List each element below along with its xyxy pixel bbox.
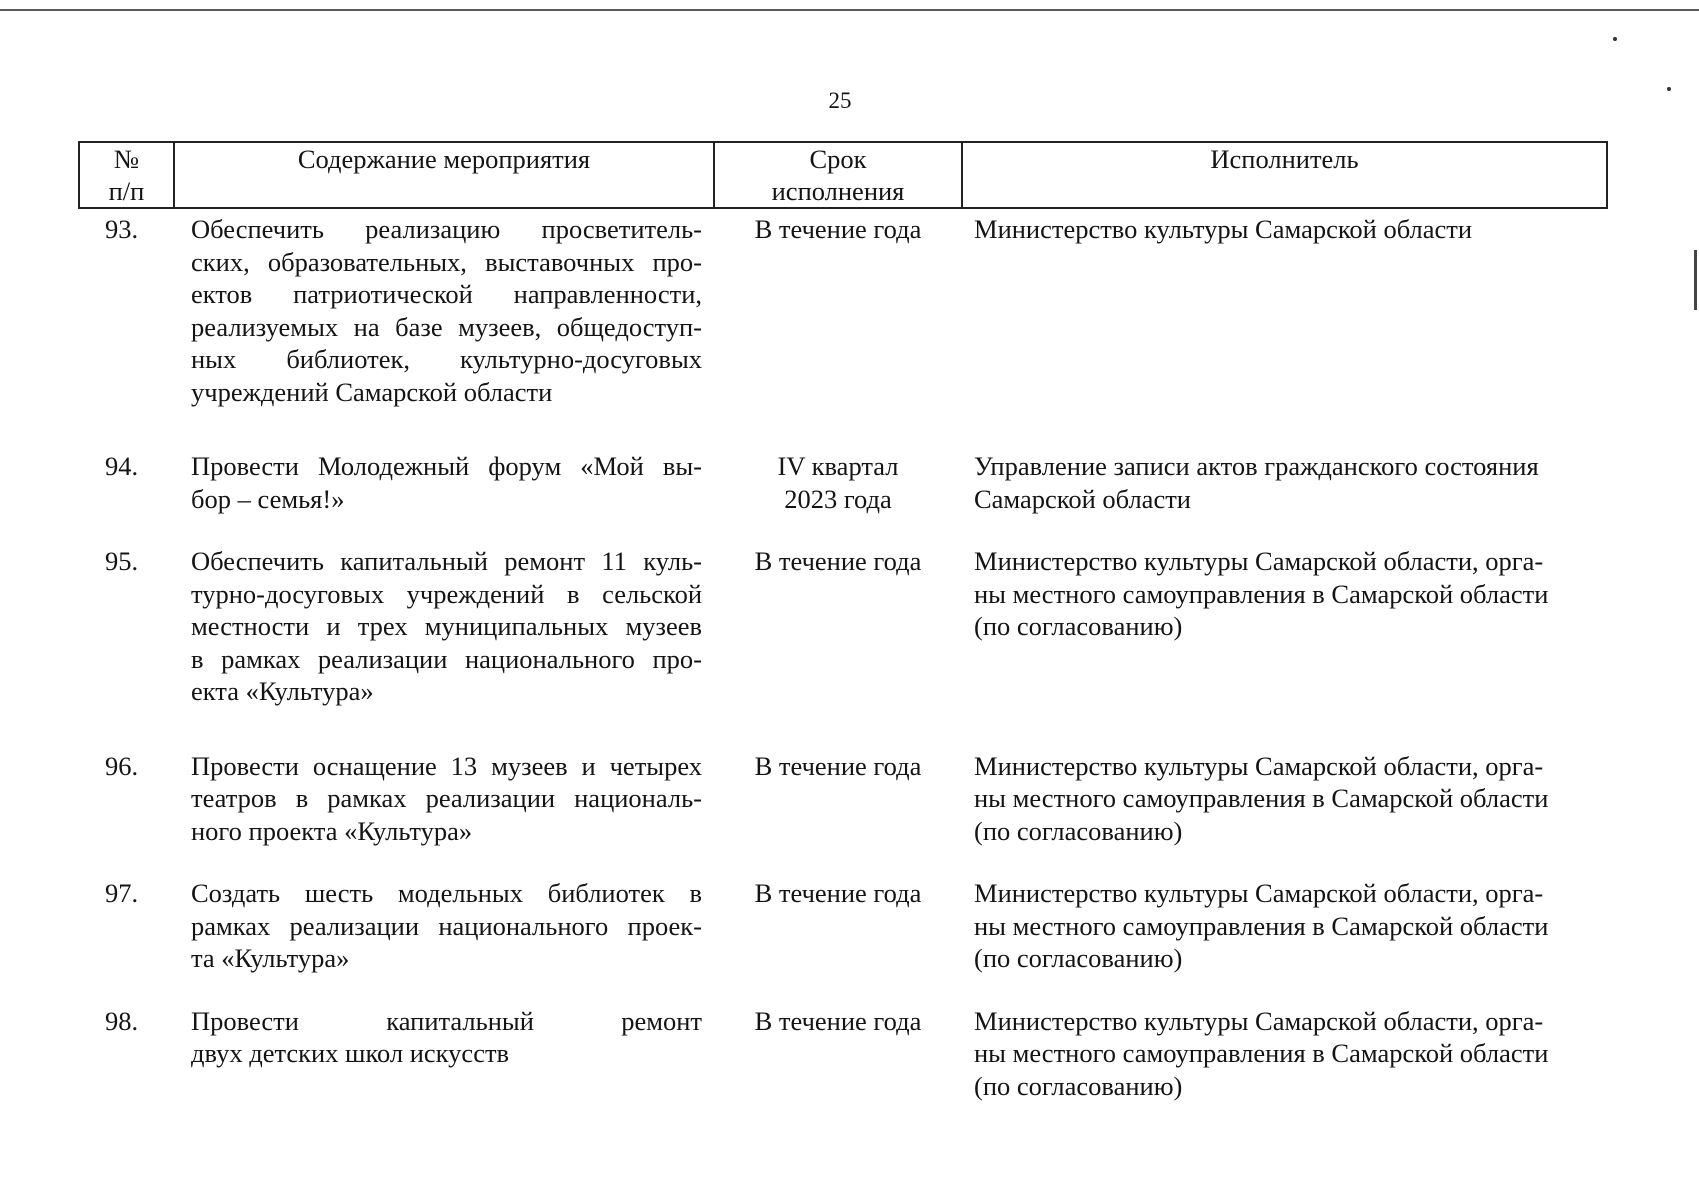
scan-edge-line	[0, 9, 1699, 11]
row-executor-line: ны местного самоуправления в Самарской области	[974, 578, 1549, 609]
row-number: 95.	[105, 546, 139, 576]
row-executor-line: Министерство культуры Самарской области, орга-	[974, 878, 1544, 908]
row-executor-line: (по согласованию)	[974, 611, 1183, 641]
row-term-line: В течение года	[754, 750, 922, 781]
table-row	[79, 450, 1607, 545]
table-row	[79, 208, 1607, 450]
row-executor-line: (по согласованию)	[974, 1070, 1183, 1101]
row-content	[174, 208, 714, 450]
row-number: 94.	[105, 451, 139, 481]
header-num-line: п/п	[108, 176, 145, 206]
row-content-line: турно-досуговых учреждений в сельской	[191, 578, 702, 609]
row-term-line: В течение года	[754, 546, 922, 576]
row-content	[174, 1005, 714, 1123]
row-content	[174, 877, 714, 1005]
row-executor-line: Самарской области	[974, 483, 1191, 514]
table-body	[79, 208, 1607, 1122]
row-number: 97.	[105, 878, 139, 908]
header-term-line: Срок	[809, 144, 867, 174]
row-term	[714, 450, 962, 545]
row-content-line: реализуемых на базе музеев, общедоступ-	[191, 311, 702, 342]
row-executor-line: ны местного самоуправления в Самарской области	[974, 910, 1549, 941]
row-content-line: ских, образовательных, выставочных про-	[191, 246, 702, 277]
row-content-line: в рамках реализации национального про-	[191, 643, 702, 674]
row-executor-line: Министерство культуры Самарской области, орга-	[974, 750, 1544, 781]
header-term	[714, 142, 962, 208]
row-content-line: бор – семья!»	[191, 483, 345, 514]
row-executor	[962, 208, 1607, 450]
row-content-line: Провести капитальный ремонт	[191, 1005, 702, 1036]
row-term-line: В течение года	[754, 878, 922, 908]
row-content	[174, 450, 714, 545]
row-content-line: Создать шесть модельных библиотек в	[191, 878, 702, 908]
scan-edge-mark	[1694, 250, 1697, 310]
row-executor	[962, 750, 1607, 878]
row-content-line: учреждений Самарской области	[191, 376, 553, 407]
row-executor-line: Министерство культуры Самарской области, орга-	[974, 546, 1544, 576]
row-content-line: театров в рамках реализации националь-	[191, 783, 702, 813]
row-content-line: та «Культура»	[191, 943, 350, 973]
scan-speck	[1613, 37, 1617, 41]
row-executor	[962, 1005, 1607, 1123]
row-number: 96.	[105, 750, 139, 781]
row-content-line: рамках реализации национального проек-	[191, 910, 702, 941]
row-content	[174, 750, 714, 878]
header-num	[79, 142, 174, 208]
row-content-line: Провести Молодежный форум «Мой вы-	[191, 451, 702, 481]
row-term	[714, 1005, 962, 1123]
table-row	[79, 877, 1607, 1005]
page-number: 25	[828, 88, 852, 113]
row-executor-line: Управление записи актов гражданского состояния	[974, 451, 1539, 481]
row-executor-line: ны местного самоуправления в Самарской области	[974, 1038, 1549, 1068]
header-content: Содержание мероприятия	[174, 142, 714, 208]
row-content	[174, 545, 714, 750]
row-executor	[962, 877, 1607, 1005]
header-num-line: №	[113, 144, 140, 174]
row-term	[714, 545, 962, 750]
row-term-line: В течение года	[754, 214, 922, 244]
table-row	[79, 545, 1607, 750]
row-executor	[962, 545, 1607, 750]
row-content-line: двух детских школ искусств	[191, 1038, 510, 1068]
header-executor: Исполнитель	[962, 142, 1607, 208]
row-executor-line: Министерство культуры Самарской области, орга-	[974, 1005, 1544, 1036]
row-term-line: IV квартал	[777, 451, 899, 481]
table-row	[79, 750, 1607, 878]
row-content-line: ных библиотек, культурно-досуговых	[191, 344, 702, 374]
row-number: 98.	[105, 1005, 139, 1036]
row-executor-line: Министерство культуры Самарской области	[974, 214, 1473, 244]
row-term	[714, 208, 962, 450]
row-executor-line: (по согласованию)	[974, 815, 1183, 846]
measures-table	[78, 141, 1608, 1122]
row-executor-line: (по согласованию)	[974, 943, 1183, 973]
row-content-line: Провести оснащение 13 музеев и четырех	[191, 750, 702, 781]
row-content-line: Обеспечить реализацию просветитель-	[191, 214, 702, 244]
row-executor	[962, 450, 1607, 545]
row-content-line: Обеспечить капитальный ремонт 11 куль-	[191, 546, 702, 576]
row-term	[714, 750, 962, 878]
row-content-line: ектов патриотической направленности,	[191, 279, 702, 309]
header-term-line: исполнения	[771, 176, 905, 206]
row-content-line: ного проекта «Культура»	[191, 815, 473, 846]
row-term-line: 2023 года	[784, 483, 892, 514]
table-row	[79, 1005, 1607, 1123]
row-number: 93.	[105, 214, 139, 244]
table-header-row	[79, 142, 1607, 208]
row-content-line: екта «Культура»	[191, 676, 374, 706]
row-term	[714, 877, 962, 1005]
row-content-line: местности и трех муниципальных музеев	[191, 611, 702, 641]
row-executor-line: ны местного самоуправления в Самарской области	[974, 783, 1549, 813]
row-term-line: В течение года	[754, 1005, 922, 1036]
